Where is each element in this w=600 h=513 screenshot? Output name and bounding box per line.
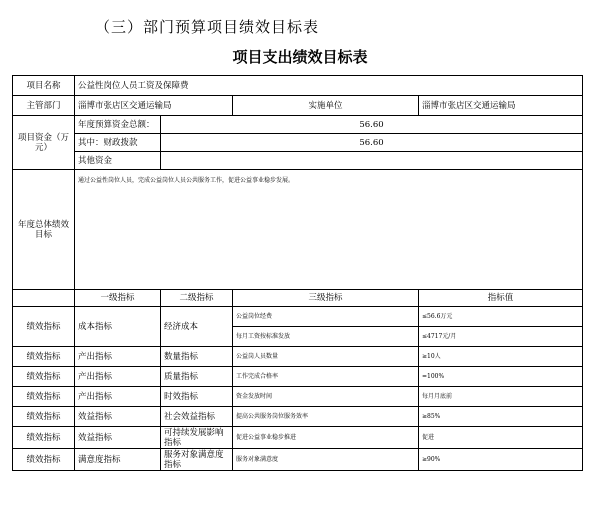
table-row-cell: 促进 xyxy=(419,427,583,449)
section-title: （三）部门预算项目绩效目标表 xyxy=(95,18,320,36)
table-row xyxy=(13,427,583,449)
table-row-cell: ≤4717元/月 xyxy=(419,327,583,347)
project-funds-label: 项目资金（万元） xyxy=(13,116,75,170)
department-label: 主管部门 xyxy=(13,96,75,116)
table-row-cell: 绩效指标 xyxy=(13,427,75,449)
table-row-cell: 效益指标 xyxy=(75,407,161,427)
table-row xyxy=(13,367,583,387)
table-row-cell: 每月月底前 xyxy=(419,387,583,407)
table-row-cell: 提高公共服务岗位服务效率 xyxy=(233,407,419,427)
department-value: 淄博市张店区交通运输局 xyxy=(75,96,233,116)
table-row-cell: 经济成本 xyxy=(161,307,233,347)
table-row-cell: 绩效指标 xyxy=(13,387,75,407)
table-row-cell: =100% xyxy=(419,367,583,387)
table-row-cell: 时效指标 xyxy=(161,387,233,407)
table-row-cell: 绩效指标 xyxy=(13,367,75,387)
annual-budget-label: 年度预算资金总额： xyxy=(75,116,161,134)
impl-unit-label: 实施单位 xyxy=(233,96,419,116)
table-row xyxy=(13,407,583,427)
annual-goal-value: 通过公益性岗位人员，完成公益岗位人员公共服务工作，促进公益事业稳步发展。 xyxy=(75,170,583,290)
table-row-cell: 产出指标 xyxy=(75,367,161,387)
table-row xyxy=(13,387,583,407)
table-row-cell: 产出指标 xyxy=(75,387,161,407)
table-row-cell: 效益指标 xyxy=(75,427,161,449)
table-row-cell: 绩效指标 xyxy=(13,347,75,367)
annual-budget-value: 56.60 xyxy=(161,116,583,134)
performance-target-table xyxy=(12,75,583,471)
project-name-label: 项目名称 xyxy=(13,76,75,96)
table-row-cell: ≥85% xyxy=(419,407,583,427)
other-funds-value xyxy=(161,152,583,170)
table-row-cell: ≤56.6万元 xyxy=(419,307,583,327)
table-row-cell: 服务对象满意度指标 xyxy=(161,449,233,471)
fiscal-value: 56.60 xyxy=(161,134,583,152)
table-row-cell: ≥90% xyxy=(419,449,583,471)
table-row-cell: 产出指标 xyxy=(75,347,161,367)
table-row xyxy=(13,347,583,367)
table-row-cell: ≥10人 xyxy=(419,347,583,367)
header-level1: 一级指标 xyxy=(75,290,161,307)
table-row-cell: 绩效指标 xyxy=(13,307,75,347)
annual-goal-label: 年度总体绩效目标 xyxy=(13,170,75,290)
table-row-cell: 绩效指标 xyxy=(13,449,75,471)
table-row-cell: 满意度指标 xyxy=(75,449,161,471)
table-row-cell: 可持续发展影响指标 xyxy=(161,427,233,449)
document-title: 项目支出绩效目标表 xyxy=(232,48,368,66)
table-row-cell: 资金发放时间 xyxy=(233,387,419,407)
table-row-cell: 绩效指标 xyxy=(13,407,75,427)
header-level3: 三级指标 xyxy=(233,290,419,307)
fiscal-label: 其中：财政拨款 xyxy=(75,134,161,152)
table-row-cell: 质量指标 xyxy=(161,367,233,387)
table-row-cell: 促进公益事业稳步推进 xyxy=(233,427,419,449)
table-row xyxy=(13,449,583,471)
table-row-cell: 数量指标 xyxy=(161,347,233,367)
project-name-value: 公益性岗位人员工资及保障费 xyxy=(75,76,583,96)
table-row-cell: 每月工资按标准发放 xyxy=(233,327,419,347)
impl-unit-value: 淄博市张店区交通运输局 xyxy=(419,96,583,116)
header-value: 指标值 xyxy=(419,290,583,307)
table-row-cell: 公益岗位经费 xyxy=(233,307,419,327)
table-row-cell: 工作完成合格率 xyxy=(233,367,419,387)
table-row-cell: 公益岗人员数量 xyxy=(233,347,419,367)
header-blank xyxy=(13,290,75,307)
table-row-cell: 成本指标 xyxy=(75,307,161,347)
header-level2: 二级指标 xyxy=(161,290,233,307)
other-funds-label: 其他资金 xyxy=(75,152,161,170)
table-row-cell: 社会效益指标 xyxy=(161,407,233,427)
table-row-cell: 服务对象满意度 xyxy=(233,449,419,471)
